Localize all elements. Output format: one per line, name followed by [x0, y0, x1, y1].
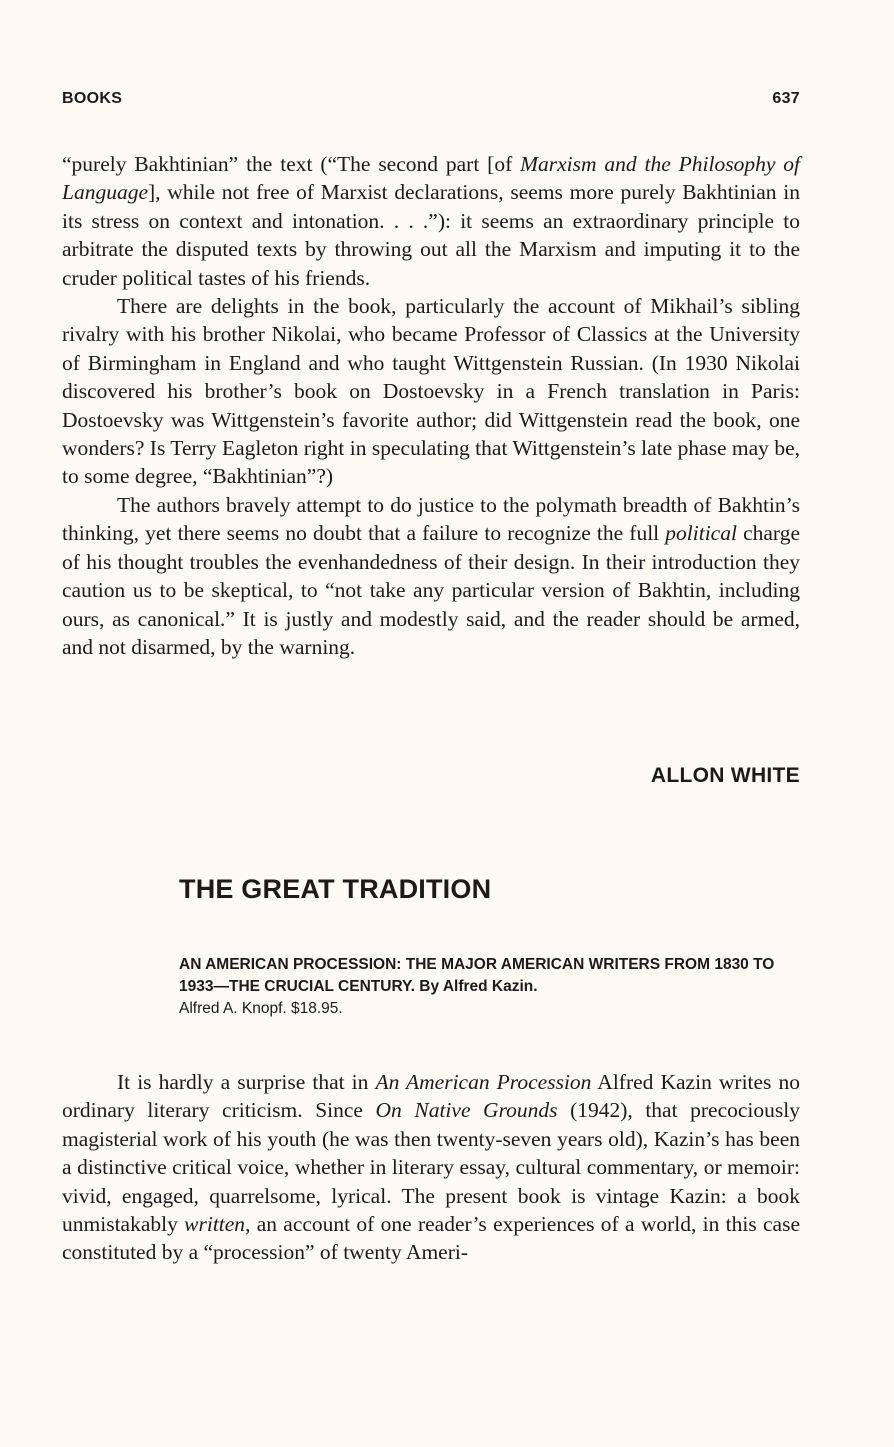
book-title-italic: On Native Grounds — [375, 1098, 558, 1123]
paragraph — [62, 491, 800, 661]
text-run: (1942), that precociously magisterial work of his youth (he was then twenty-seven years old), Kazin’s has been a distinctive critical voice, whether in literary essay, cultural commentary, or memoir: vivid, engaged, quarrelsome, lyrical. The present book is vintage Kazin: a book unmistakably — [62, 1098, 800, 1237]
paragraph — [62, 1068, 800, 1267]
review-body-bakhtin — [62, 150, 800, 661]
book-publisher: Alfred A. Knopf. $18.95. — [179, 1000, 343, 1017]
review-body-kazin — [62, 1068, 800, 1267]
running-head — [62, 90, 800, 108]
text-run: , an account of one reader’s experiences of a world, in this case constituted by a “procession” of twenty Ameri- — [62, 1212, 800, 1265]
text-run: Alfred Kazin writes no ordinary literary criticism. Since — [62, 1070, 800, 1123]
emphasis-italic: written — [184, 1212, 246, 1237]
review-title: THE GREAT TRADITION — [179, 874, 492, 904]
paragraph: There are delights in the book, particularly the account of Mikhail’s sibling rivalry with his brother Nikolai, who became Professor of Classics at the University of Birmingham in England and who taught Wittgenstein Russian. (In 1930 Nikolai discovered his brother’s book on Dostoevsky in a French translation in Paris: Dostoevsky was Wittgenstein’s favorite author; did Wittgenstein read the book, one wonders? Is Terry Eagleton right in speculating that Wittgenstein’s late phase may be, to some degree, “Bakhtinian”?) — [62, 294, 800, 489]
text-run: The authors bravely attempt to do justice to the polymath breadth of Bakhtin’s thinking, yet there seems no doubt that a failure to recognize the full — [62, 492, 800, 546]
book-citation-title: AN AMERICAN PROCESSION: THE MAJOR AMERICAN WRITERS FROM 1830 TO 1933—THE CRUCIAL CENTURY. By Alfred Kazin. — [179, 956, 775, 995]
reviewer-signature: ALLON WHITE — [650, 764, 800, 787]
book-title-italic: An American Procession — [375, 1070, 592, 1094]
book-title-italic: Marxism and the Philosophy of Language — [62, 152, 800, 205]
text-run: charge of his thought troubles the evenhandedness of their design. In their introduction they caution us to be skeptical, to “not take any particular version of Bakhtin, including ours, as canonical.” It is justly and modestly said, and the reader should be armed, and not disarmed, by the warning. — [62, 521, 800, 659]
text-run: ], while not free of Marxist declarations, seems more purely Bakhtinian in its stress on context and intonation. . . .”): it seems an extraordinary principle to arbitrate the disputed texts by throwing out all the Marxism and imputing it to the cruder political tastes of his friends. — [62, 180, 800, 290]
emphasis-italic: political — [665, 521, 737, 546]
book-citation — [179, 954, 811, 1020]
page-number: 637 — [772, 90, 800, 107]
text-run: “purely Bakhtinian” the text (“The second part [of — [62, 152, 521, 176]
paragraph — [62, 150, 800, 292]
text-run: It is hardly a surprise that in — [117, 1070, 376, 1094]
section-label: BOOKS — [62, 90, 123, 107]
